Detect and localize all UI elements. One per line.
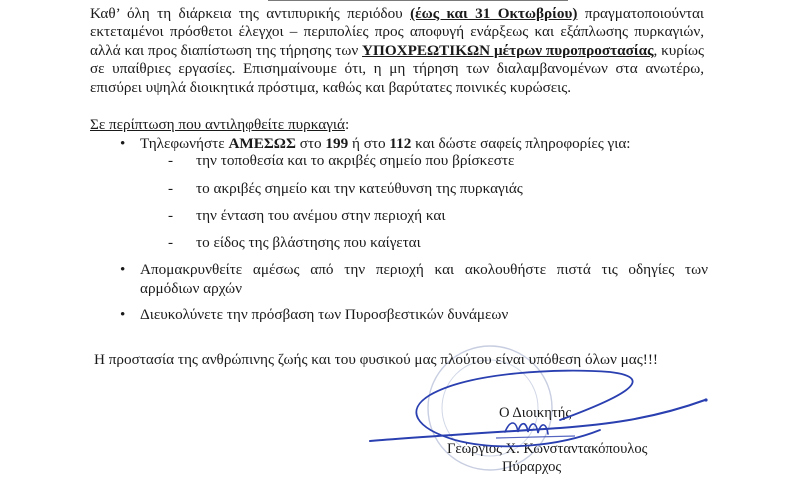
call-text-2: στο	[295, 135, 326, 152]
dash-symbol: -	[168, 234, 174, 251]
mandatory-measures-emphasis: ΥΠΟΧΡΕΩΤΙΚΩΝ μέτρων πυροπροστασίας	[362, 41, 654, 59]
evacuate-line-1: Απομακρυνθείτε αμέσως από την περιοχή και ακολουθήστε πιστά τις οδηγίες των	[140, 261, 708, 278]
deadline-emphasis: (έως και 31 Οκτωβρίου)	[410, 5, 578, 22]
intro-text-2: πραγματοποιούνται εκτεταμένοι πρόσθετοι έλεγχοι – περιπολίες προς αποφυγή ενάρξεως και εξάπλωσης πυρκαγιών, αλλά και προς διαπίστωση της τήρησης των	[90, 5, 705, 59]
sub-item-text: το είδος της βλάστησης που καίγεται	[196, 234, 421, 251]
dash-symbol: -	[168, 180, 174, 197]
sub-item-text: την τοποθεσία και το ακριβές σημείο που βρίσκεστε	[196, 152, 515, 169]
immediately-emphasis: ΑΜΕΣΩΣ	[228, 135, 296, 152]
call-text-1: Τηλεφωνήστε	[140, 135, 229, 152]
evacuate-line-2: αρμόδιων αρχών	[140, 280, 242, 298]
phone-112: 112	[389, 135, 412, 152]
sub-item-text: το ακριβές σημείο και την κατεύθυνση της πυρκαγιάς	[196, 180, 523, 197]
heading-text: Σε περίπτωση που αντιληφθείτε πυρκαγιά	[90, 116, 345, 133]
facilitate-text: Διευκολύνετε την πρόσβαση των Πυροσβεστικών δυνάμεων	[140, 306, 509, 323]
sub-item-text: την ένταση του ανέμου στην περιοχή και	[196, 207, 446, 224]
call-text-4: και δώστε σαφείς πληροφορίες για:	[411, 135, 631, 152]
signature-rank: Πύραρχος	[502, 459, 562, 475]
closing-statement: Η προστασία της ανθρώπινης ζωής και του φυσικού μας πλούτου είναι υπόθεση όλων μας!!!	[94, 351, 658, 368]
signature-name: Γεώργιος Χ. Κωνσταντακόπουλος	[447, 441, 648, 457]
bullet-symbol: •	[120, 135, 126, 152]
intro-text-3: , κυρίως σε υπαίθριες εργασίες. Επισημαίνουμε ότι, η μη τήρηση των διαλαμβανομένων στα ανωτέρω, επισύρει υψηλά διοικητικά πρόστιμα, καθώς και βαρύτατες ποινικές κυρώσεις.	[90, 41, 704, 96]
signature-role: Ο Διοικητής	[499, 405, 572, 421]
phone-199: 199	[325, 135, 349, 152]
dash-symbol: -	[168, 207, 174, 224]
intro-text-1: Καθ’ όλη τη διάρκεια της αντιπυρικής περιόδου	[90, 5, 411, 22]
bullet-symbol: •	[120, 306, 126, 323]
call-text-3: ή στο	[348, 135, 390, 152]
heading-colon: :	[344, 116, 350, 133]
dash-symbol: -	[168, 152, 174, 169]
bullet-symbol: •	[120, 261, 126, 278]
